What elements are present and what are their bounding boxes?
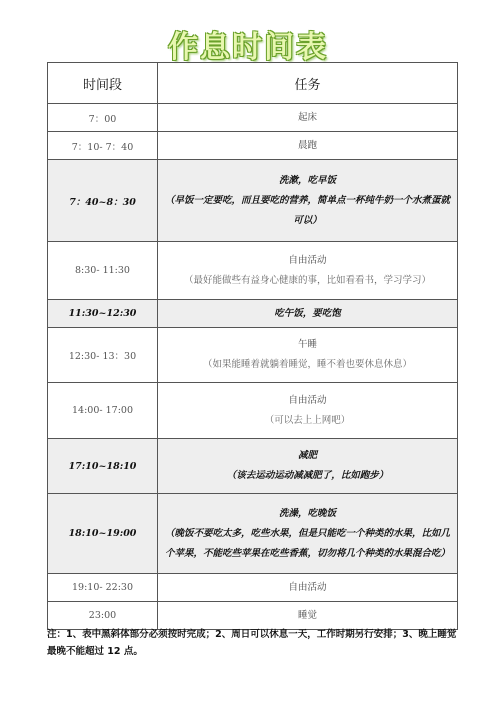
table-row: [48, 439, 458, 494]
time-cell: 23:00: [48, 602, 158, 630]
header-task: 任务: [158, 63, 458, 104]
task-cell: [158, 160, 458, 242]
task-main: 起床: [297, 111, 317, 123]
table-row: [48, 328, 458, 383]
task-main: 晨跑: [297, 139, 317, 151]
task-cell: [158, 132, 458, 160]
task-cell: [158, 494, 458, 574]
task-main: 吃午饭，要吃饱: [274, 307, 341, 319]
table-row: [48, 104, 458, 132]
task-main: 自由活动: [288, 394, 327, 406]
time-cell: 19:10- 22:30: [48, 574, 158, 602]
table-row: [48, 160, 458, 242]
task-main: 睡觉: [297, 609, 317, 621]
task-cell: [158, 300, 458, 328]
time-cell: 11:30~12:30: [48, 300, 158, 328]
time-cell: 17:10~18:10: [48, 439, 158, 494]
task-main: 洗澡，吃晚饭: [278, 507, 336, 519]
time-cell: 7：40~8：30: [48, 160, 158, 242]
task-cell: [158, 574, 458, 602]
time-cell: 14:00- 17:00: [48, 383, 158, 439]
table-row: [48, 574, 458, 602]
task-cell: [158, 242, 458, 300]
task-main: 午睡: [297, 339, 317, 350]
table-header-row: [48, 63, 458, 104]
table-row: [48, 494, 458, 574]
time-cell: 8:30- 11:30: [48, 242, 158, 300]
time-cell: 7：10- 7：40: [48, 132, 158, 160]
page-title: 作息时间表: [168, 30, 328, 65]
task-detail: （该去运动运动减减肥了，比如跑步）: [226, 470, 389, 481]
task-main: 自由活动: [288, 581, 327, 593]
task-detail: （早饭一定要吃，而且要吃的营养，简单点一杯纯牛奶一个水煮蛋就可以）: [164, 194, 450, 226]
schedule-table: [47, 62, 458, 630]
task-cell: [158, 104, 458, 132]
header-time: 时间段: [48, 63, 158, 104]
time-cell: 18:10~19:00: [48, 494, 158, 574]
task-cell: [158, 439, 458, 494]
task-detail: （可以去上上网吧）: [264, 414, 351, 426]
table-row: [48, 383, 458, 439]
time-cell: 12:30- 13：30: [48, 328, 158, 383]
task-main: 减肥: [297, 450, 317, 461]
table-row: [48, 242, 458, 300]
table-row: [48, 132, 458, 160]
task-cell: [158, 383, 458, 439]
task-main: 洗漱，吃早饭: [278, 174, 336, 186]
task-main: 自由活动: [288, 254, 327, 266]
footnote: 注：1、表中黑斜体部分必须按时完成；2、周日可以休息一天，工作时期另行安排；3、晚上睡觉最晚不能超过 12 点。: [47, 629, 457, 657]
time-cell: 7：00: [48, 104, 158, 132]
task-cell: [158, 328, 458, 383]
table-row: [48, 300, 458, 328]
task-detail: （晚饭不要吃太多，吃些水果，但是只能吃一个种类的水果，比如几个苹果，不能吃些苹果在吃些香蕉，切勿将几个种类的水果混合吃）: [164, 527, 450, 559]
task-detail: （最好能做些有益身心健康的事，比如看看书，学习学习）: [183, 274, 431, 286]
task-detail: （如果能睡着就躺着睡觉，睡不着也要休息休息）: [202, 359, 412, 370]
